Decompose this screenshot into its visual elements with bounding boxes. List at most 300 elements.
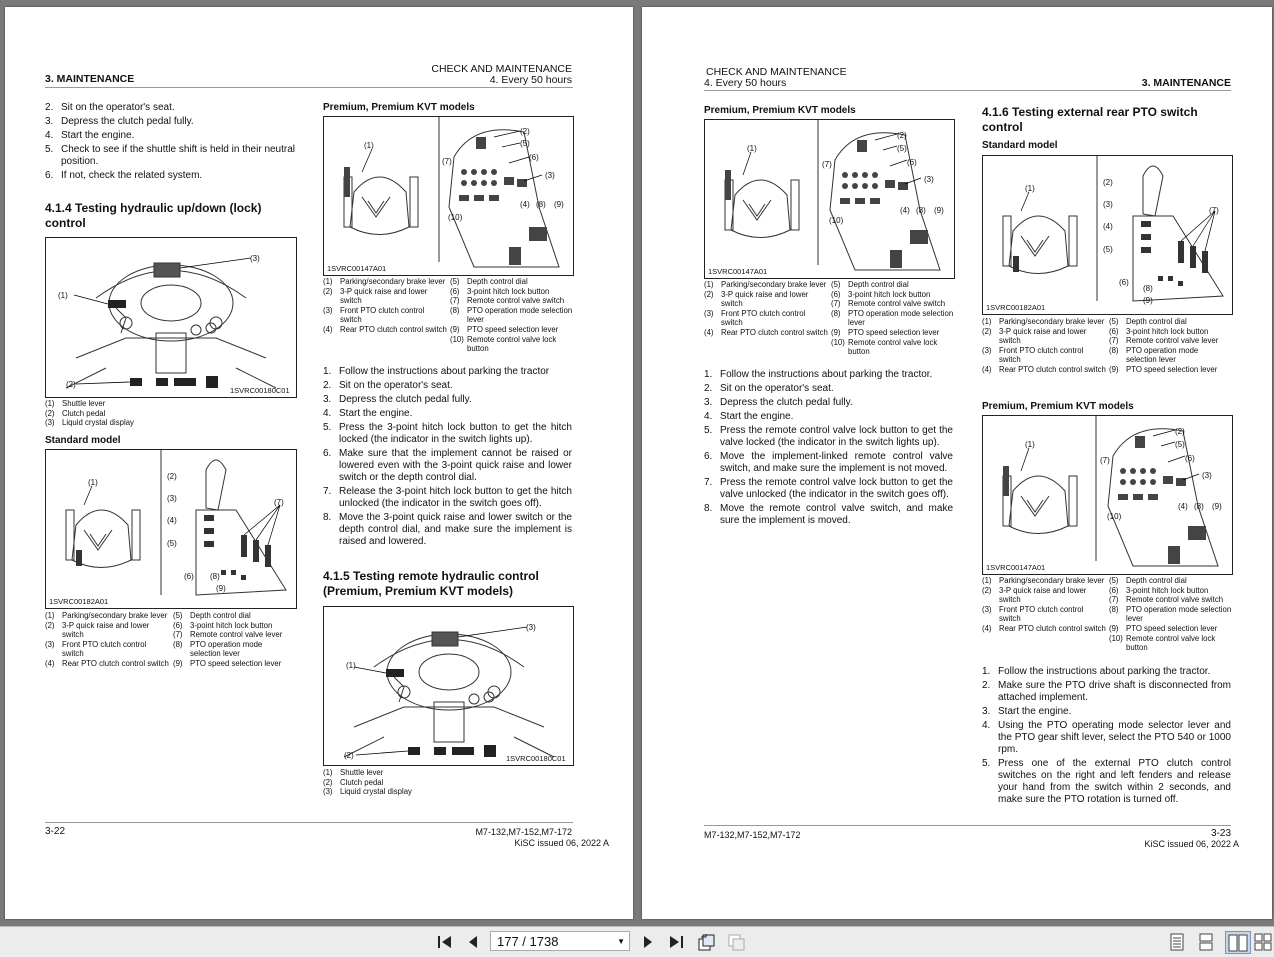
legend-text: PTO operation mode selection lever [1126, 604, 1232, 624]
legend-item [173, 640, 295, 659]
step-text: Press the remote control valve lock button to get the valve locked (the indicator in the switch lights up). [720, 425, 953, 448]
first-page-icon[interactable] [436, 933, 454, 951]
legend-text: 3-P quick raise and lower switch [999, 326, 1087, 346]
step-list [982, 666, 1231, 808]
standard-console-figure [45, 449, 297, 609]
callout-label: (8) [1143, 284, 1153, 293]
callout-label: (9) [934, 206, 944, 215]
page-number-selector[interactable] [490, 931, 630, 951]
legend-text: Parking/secondary brake lever [721, 280, 827, 289]
legend-number: (2) [45, 620, 55, 630]
callout-label: (6) [529, 153, 539, 162]
legend-item [323, 277, 447, 287]
legend-item [1109, 327, 1231, 337]
figure-legend [323, 277, 447, 335]
premium-console-illustration [983, 416, 1232, 574]
legend-item [704, 328, 828, 338]
legend-number: (1) [45, 611, 55, 620]
legend-number: (2) [323, 286, 333, 296]
callout-label: (7) [822, 160, 832, 169]
legend-text: Front PTO clutch control switch [721, 308, 806, 328]
legend-item [45, 399, 295, 409]
legend-text: Depth control dial [848, 280, 909, 289]
premium-console-figure [323, 116, 574, 276]
legend-number: (8) [450, 305, 460, 315]
step-item [323, 408, 572, 420]
step-number: 4. [323, 408, 332, 419]
legend-item [704, 309, 828, 328]
legend-number: (3) [982, 345, 992, 355]
figure-legend [1109, 317, 1231, 375]
callout-label: (3) [1103, 200, 1113, 209]
legend-text: Front PTO clutch control switch [340, 305, 425, 325]
legend-text: Parking/secondary brake lever [340, 277, 446, 286]
step-item [704, 425, 953, 449]
step-number: 3. [323, 394, 332, 405]
legend-text: Parking/secondary brake lever [999, 317, 1105, 326]
step-item [45, 102, 295, 114]
legend-item [1109, 576, 1233, 586]
callout-label: (10) [1107, 512, 1122, 521]
legend-item [323, 325, 447, 335]
legend-text: PTO operation mode selection lever [1126, 345, 1199, 365]
legend-item [173, 621, 295, 631]
legend-item [323, 787, 572, 797]
legend-text: PTO speed selection lever [190, 658, 282, 668]
legend-text: 3-P quick raise and lower switch [721, 289, 809, 309]
callout-label: (3) [250, 254, 260, 263]
legend-number: (7) [1109, 595, 1119, 605]
legend-number: (7) [1109, 336, 1119, 346]
step-list [323, 366, 572, 550]
section-label: 3. MAINTENANCE [45, 73, 135, 85]
step-number: 7. [704, 477, 713, 488]
legend-text: PTO operation mode selection lever [848, 308, 954, 328]
prev-page-icon[interactable] [464, 933, 482, 951]
legend-number: (5) [173, 611, 183, 620]
legend-text: Front PTO clutch control switch [999, 345, 1084, 365]
callout-label: (1) [1025, 440, 1035, 449]
callout-label: (3) [526, 623, 536, 632]
legend-number: (2) [982, 326, 992, 336]
legend-item [831, 290, 955, 300]
step-text: Depress the clutch pedal fully. [339, 394, 472, 405]
step-text: Move the 3-point quick raise and lower switch or the depth control dial, and make sure the implement is raised and lowered. [339, 512, 572, 547]
legend-number: (7) [173, 630, 183, 640]
figure-code: 1SVRC00180C01 [506, 754, 566, 763]
legend-text: Clutch pedal [340, 777, 384, 787]
go-forward-icon[interactable] [727, 933, 745, 951]
step-text: Follow the instructions about parking the tractor. [998, 666, 1211, 677]
legend-text: Clutch pedal [62, 408, 106, 418]
legend-text: Rear PTO clutch control switch [721, 327, 828, 337]
legend-number: (8) [173, 639, 183, 649]
footer-model: M7-132,M7-152,M7-172 [475, 827, 572, 837]
dashboard-figure [323, 606, 574, 766]
footer-model: M7-132,M7-152,M7-172 [704, 830, 801, 840]
step-text: Depress the clutch pedal fully. [720, 397, 853, 408]
legend-text: Parking/secondary brake lever [999, 576, 1105, 585]
callout-label: (1) [88, 478, 98, 487]
legend-text: 3-P quick raise and lower switch [62, 620, 150, 640]
premium-console-figure [982, 415, 1233, 575]
legend-number: (7) [450, 296, 460, 306]
legend-item [450, 335, 574, 354]
step-text: Move the implement-linked remote control valve switch, and make sure the implement is not moved. [720, 451, 953, 474]
callout-label: (5) [1103, 245, 1113, 254]
step-number: 1. [704, 369, 713, 380]
section-heading: 4.1.4 Testing hydraulic up/down (lock) control [45, 201, 262, 230]
legend-item [831, 338, 955, 357]
footer-issued: KiSC issued 06, 2022 A [514, 838, 609, 848]
legend-number: (6) [450, 286, 460, 296]
legend-number: (1) [45, 399, 55, 408]
legend-text: PTO speed selection lever [1126, 623, 1218, 633]
callout-label: (2) [520, 127, 530, 136]
legend-number: (10) [450, 334, 464, 344]
callout-label: (10) [829, 216, 844, 225]
legend-number: (6) [1109, 585, 1119, 595]
model-label: Premium, Premium KVT models [323, 102, 475, 113]
step-text: Start the engine. [61, 130, 135, 141]
legend-number: (9) [450, 324, 460, 334]
model-label: Premium, Premium KVT models [704, 105, 856, 116]
callout-label: (1) [1025, 184, 1035, 193]
legend-number: (9) [1109, 623, 1119, 633]
legend-number: (2) [323, 777, 333, 787]
callout-label: (1) [58, 291, 68, 300]
legend-number: (6) [1109, 326, 1119, 336]
callout-label: (4) [900, 206, 910, 215]
figure-legend [323, 768, 572, 797]
callout-label: (2) [1103, 178, 1113, 187]
legend-text: Front PTO clutch control switch [62, 639, 147, 659]
step-item [323, 512, 572, 548]
legend-number: (1) [982, 576, 992, 585]
legend-item [1109, 624, 1233, 634]
legend-number: (3) [45, 418, 55, 428]
legend-item [45, 611, 169, 621]
header-rule [704, 90, 1231, 91]
step-number: 5. [323, 422, 332, 433]
premium-console-illustration [324, 117, 573, 275]
step-number: 6. [45, 170, 54, 181]
step-text: Start the engine. [998, 706, 1072, 717]
legend-item [45, 640, 169, 659]
header-rule [45, 87, 573, 88]
callout-label: (7) [1209, 206, 1219, 215]
step-item [704, 477, 953, 501]
step-text: Press the 3-point hitch lock button to get the hitch locked (the indicator in the switch lights up). [339, 422, 572, 445]
legend-number: (4) [982, 364, 992, 374]
figure-legend [173, 611, 295, 669]
step-text: Make sure the PTO drive shaft is disconnected from attached implement. [998, 680, 1231, 703]
legend-number: (3) [45, 639, 55, 649]
callout-label: (6) [1185, 454, 1195, 463]
legend-text: 3-P quick raise and lower switch [340, 286, 428, 306]
legend-item [323, 287, 447, 306]
legend-number: (3) [704, 308, 714, 318]
step-text: Check to see if the shuttle shift is held in their neutral position. [61, 144, 296, 167]
callout-label: (1) [364, 141, 374, 150]
continuous-view-icon[interactable] [1197, 933, 1215, 951]
legend-number: (3) [982, 604, 992, 614]
legend-item [323, 778, 572, 788]
step-text: Move the remote control valve switch, and make sure the implement is moved. [720, 503, 953, 526]
legend-number: (9) [173, 658, 183, 668]
legend-number: (1) [982, 317, 992, 326]
callout-label: (9) [216, 584, 226, 593]
premium-console-illustration [705, 120, 954, 278]
callout-label: (5) [520, 139, 530, 148]
step-text: Make sure that the implement cannot be raised or lowered even with the 3-point quick raise and lower switch or the depth control dial. [339, 448, 572, 483]
step-number: 3. [704, 397, 713, 408]
section-label: 3. MAINTENANCE [1141, 77, 1231, 89]
legend-item [450, 287, 574, 297]
step-text: Sit on the operator's seat. [720, 383, 834, 394]
header-subtitle: 4. Every 50 hours [704, 77, 787, 89]
callout-label: (1) [747, 144, 757, 153]
step-item [323, 448, 572, 484]
legend-text: Remote control valve lever [190, 630, 283, 640]
step-list [45, 102, 295, 184]
callout-label: (7) [442, 157, 452, 166]
legend-text: Parking/secondary brake lever [62, 611, 168, 620]
page-indicator: 177 / 1738 [497, 934, 559, 949]
legend-number: (1) [323, 277, 333, 286]
step-item [323, 394, 572, 406]
legend-text: Depth control dial [467, 277, 528, 286]
legend-text: PTO operation mode selection lever [467, 305, 573, 325]
step-item [45, 130, 295, 142]
go-back-icon[interactable] [697, 933, 715, 951]
step-number: 2. [982, 680, 991, 691]
standard-console-figure [982, 155, 1233, 315]
callout-label: (3) [1202, 471, 1212, 480]
next-page-icon[interactable] [639, 933, 657, 951]
callout-label: (8) [916, 206, 926, 215]
legend-item [173, 630, 295, 640]
step-item [704, 503, 953, 527]
header-title: CHECK AND MAINTENANCE [706, 66, 847, 78]
step-number: 8. [704, 503, 713, 514]
callout-label: (7) [1100, 456, 1110, 465]
step-number: 3. [45, 116, 54, 127]
step-item [982, 720, 1231, 756]
legend-number: (2) [704, 289, 714, 299]
legend-text: Remote control valve switch [467, 296, 565, 306]
model-label: Standard model [982, 140, 1058, 151]
legend-item [1109, 634, 1233, 653]
callout-label: (5) [167, 539, 177, 548]
page-number: 3-22 [45, 826, 66, 837]
callout-label: (6) [907, 158, 917, 167]
legend-item [982, 317, 1106, 327]
legend-item [45, 621, 169, 640]
callout-label: (2) [344, 751, 354, 760]
legend-text: Remote control valve switch [1126, 595, 1224, 605]
legend-item [1109, 336, 1231, 346]
legend-number: (6) [831, 289, 841, 299]
two-page-view-icon[interactable] [1225, 931, 1251, 954]
step-number: 1. [323, 366, 332, 377]
step-item [982, 758, 1231, 806]
figure-legend [45, 611, 169, 669]
legend-item [450, 306, 574, 325]
step-text: Sit on the operator's seat. [61, 102, 175, 113]
legend-text: Front PTO clutch control switch [999, 604, 1084, 624]
legend-item [1109, 365, 1231, 375]
step-number: 4. [982, 720, 991, 731]
legend-number: (1) [323, 768, 333, 777]
legend-text: Remote control valve lever [1126, 336, 1219, 346]
callout-label: (3) [545, 171, 555, 180]
document-page-right [642, 7, 1272, 919]
step-item [704, 383, 953, 395]
figure-code: 1SVRC00147A01 [986, 563, 1046, 572]
legend-item [173, 659, 295, 669]
step-item [323, 486, 572, 510]
legend-number: (5) [450, 277, 460, 286]
legend-item [173, 611, 295, 621]
figure-legend [982, 317, 1106, 375]
legend-number: (10) [1109, 633, 1123, 643]
step-item [45, 170, 295, 182]
legend-item [982, 605, 1106, 624]
legend-text: 3-point hitch lock button [1126, 585, 1209, 595]
step-list [704, 369, 953, 529]
legend-text: Liquid crystal display [62, 418, 134, 428]
legend-item [45, 418, 295, 428]
legend-number: (9) [1109, 364, 1119, 374]
legend-item [831, 328, 955, 338]
step-item [704, 411, 953, 423]
legend-number: (2) [45, 408, 55, 418]
legend-number: (5) [1109, 576, 1119, 585]
legend-number: (8) [831, 308, 841, 318]
step-number: 5. [982, 758, 991, 769]
step-item [982, 706, 1231, 718]
legend-item [982, 327, 1106, 346]
callout-label: (9) [554, 200, 564, 209]
legend-text: 3-point hitch lock button [467, 286, 550, 296]
legend-item [982, 624, 1106, 634]
callout-label: (4) [1178, 502, 1188, 511]
step-item [323, 380, 572, 392]
legend-text: Rear PTO clutch control switch [340, 324, 447, 334]
legend-number: (5) [831, 280, 841, 289]
step-text: Start the engine. [720, 411, 794, 422]
figure-legend [450, 277, 574, 354]
figure-code: 1SVRC00147A01 [708, 267, 768, 276]
legend-number: (3) [323, 305, 333, 315]
legend-number: (4) [323, 324, 333, 334]
dashboard-figure [45, 237, 297, 398]
legend-text: Liquid crystal display [340, 787, 412, 797]
legend-number: (9) [831, 327, 841, 337]
step-text: Using the PTO operating mode selector lever and the PTO gear shift lever, select the PTO 540 or 1000 rpm. [998, 720, 1231, 755]
footer-rule [704, 825, 1231, 826]
callout-label: (2) [897, 131, 907, 140]
callout-label: (5) [897, 144, 907, 153]
step-number: 6. [704, 451, 713, 462]
legend-item [450, 325, 574, 335]
figure-legend [704, 280, 828, 338]
legend-number: (2) [982, 585, 992, 595]
callout-label: (6) [1119, 278, 1129, 287]
legend-item [1109, 346, 1231, 365]
step-number: 7. [323, 486, 332, 497]
callout-label: (8) [210, 572, 220, 581]
model-label: Premium, Premium KVT models [982, 401, 1134, 412]
step-number: 6. [323, 448, 332, 459]
legend-text: PTO operation mode selection lever [190, 639, 263, 659]
step-number: 8. [323, 512, 332, 523]
figure-legend [45, 399, 295, 428]
legend-item [982, 346, 1106, 365]
figure-code: 1SVRC00147A01 [327, 264, 387, 273]
step-number: 2. [45, 102, 54, 113]
callout-label: (4) [167, 516, 177, 525]
header-title: CHECK AND MAINTENANCE [431, 63, 572, 75]
legend-number: (10) [831, 337, 845, 347]
step-number: 4. [45, 130, 54, 141]
legend-text: PTO speed selection lever [848, 327, 940, 337]
header-subtitle: 4. Every 50 hours [489, 74, 572, 86]
legend-text: Shuttle lever [62, 399, 106, 408]
footer-rule [45, 822, 573, 823]
legend-text: Shuttle lever [340, 768, 384, 777]
legend-number: (4) [45, 658, 55, 668]
callout-label: (8) [1194, 502, 1204, 511]
callout-label: (3) [924, 175, 934, 184]
step-item [704, 397, 953, 409]
callout-label: (10) [448, 213, 463, 222]
step-text: Follow the instructions about parking the tractor [339, 366, 550, 377]
step-item [704, 369, 953, 381]
legend-item [323, 306, 447, 325]
legend-item [704, 290, 828, 309]
callout-label: (6) [184, 572, 194, 581]
legend-text: Rear PTO clutch control switch [999, 623, 1106, 633]
callout-label: (4) [1103, 222, 1113, 231]
legend-number: (7) [831, 299, 841, 309]
single-page-view-icon[interactable] [1168, 933, 1186, 951]
two-page-continuous-icon[interactable] [1254, 933, 1272, 951]
callout-label: (5) [1175, 440, 1185, 449]
step-number: 2. [323, 380, 332, 391]
legend-text: Remote control valve switch [848, 299, 946, 309]
step-text: Start the engine. [339, 408, 413, 419]
step-text: Press one of the external PTO clutch control switches on the right and left fenders and release your hand from the switch within 2 seconds, and make sure the PTO rotation is turned off. [998, 758, 1231, 805]
legend-item [450, 277, 574, 287]
legend-item [831, 309, 955, 328]
legend-text: PTO speed selection lever [467, 324, 559, 334]
figure-legend [982, 576, 1106, 634]
legend-text: Remote control valve lock button [467, 334, 557, 354]
section-heading: 4.1.6 Testing external rear PTO switch control [982, 105, 1198, 134]
callout-label: (8) [536, 200, 546, 209]
last-page-icon[interactable] [667, 933, 685, 951]
legend-text: Rear PTO clutch control switch [62, 658, 169, 668]
page-number: 3-23 [1210, 828, 1231, 839]
callout-label: (2) [66, 380, 76, 389]
legend-text: Remote control valve lock button [848, 337, 938, 357]
legend-item [1109, 586, 1233, 596]
legend-item [323, 768, 572, 778]
page-dropdown-icon[interactable]: ▼ [617, 937, 625, 946]
legend-text: PTO speed selection lever [1126, 364, 1218, 374]
